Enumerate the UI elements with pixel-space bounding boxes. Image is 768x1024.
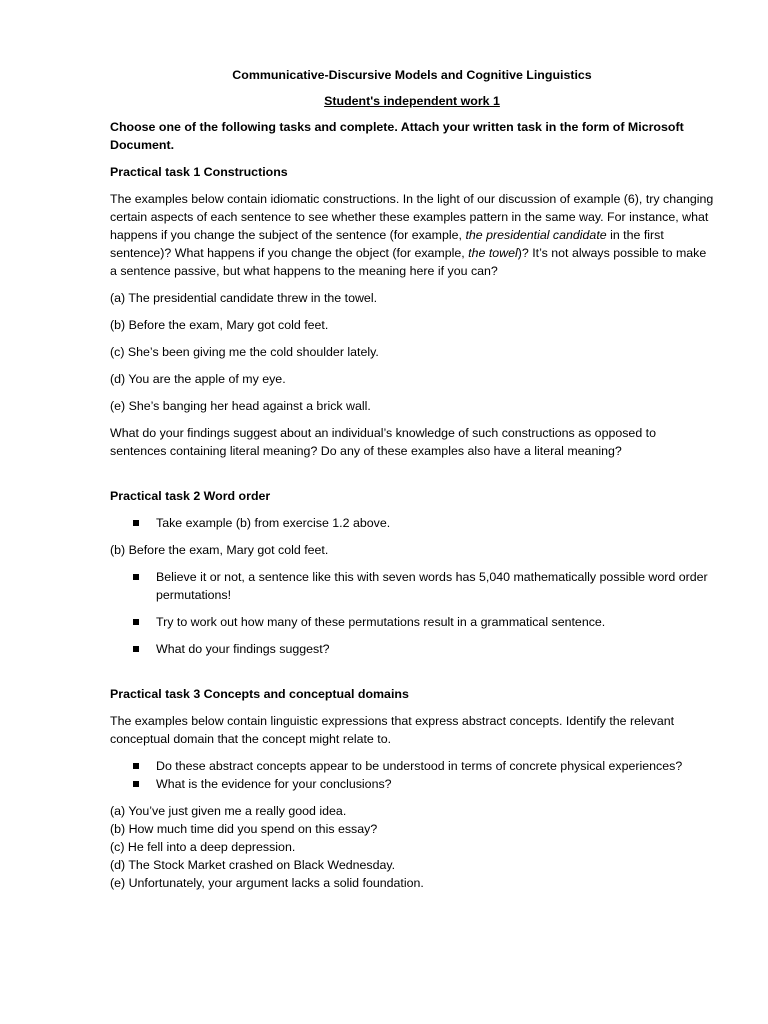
task3-example-e: (e) Unfortunately, your argument lacks a solid foundation. xyxy=(110,876,424,890)
square-bullet-icon xyxy=(133,619,139,625)
task3-bullet-text: Do these abstract concepts appear to be understood in terms of concrete physical experiences? xyxy=(156,759,683,773)
task2-bullet-text: Try to work out how many of these permutations result in a grammatical sentence. xyxy=(156,615,606,629)
square-bullet-icon xyxy=(133,763,139,769)
task2-bullet-list-2 xyxy=(110,568,714,658)
task1-intro-em1: the presidential candidate xyxy=(465,228,607,242)
task3-example-a: (a) You’ve just given me a really good idea. xyxy=(110,804,347,818)
task3-example-c: (c) He fell into a deep depression. xyxy=(110,840,296,854)
task1-example-e: (e) She’s banging her head against a brick wall. xyxy=(110,399,371,413)
spacer xyxy=(110,469,714,487)
document-title: Communicative-Discursive Models and Cognitive Linguistics xyxy=(232,68,592,82)
task1-heading: Practical task 1 Constructions xyxy=(110,165,288,179)
square-bullet-icon xyxy=(133,520,139,526)
task1-intro xyxy=(110,190,714,280)
task2-example: (b) Before the exam, Mary got cold feet. xyxy=(110,543,329,557)
task1-intro-em2: the towel xyxy=(468,246,518,260)
task3-section xyxy=(110,685,714,892)
list-item xyxy=(110,613,714,631)
square-bullet-icon xyxy=(133,646,139,652)
task1-intro-part2: in the first sentence)? What happens if you change the object (for example, xyxy=(110,228,664,260)
task1-example-b: (b) Before the exam, Mary got cold feet. xyxy=(110,318,329,332)
task1-closing: What do your findings suggest about an individual’s knowledge of such constructions as opposed to sentences containing literal meaning? Do any of these examples also have a literal meaning? xyxy=(110,426,656,458)
task1-example-c: (c) She’s been giving me the cold shoulder lately. xyxy=(110,345,379,359)
list-item xyxy=(110,640,714,658)
task2-section xyxy=(110,487,714,658)
square-bullet-icon xyxy=(133,781,139,787)
task3-bullet-list xyxy=(110,757,714,793)
square-bullet-icon xyxy=(133,574,139,580)
list-item xyxy=(110,757,714,775)
list-item xyxy=(110,514,714,532)
task1-example-d: (d) You are the apple of my eye. xyxy=(110,372,286,386)
list-item xyxy=(110,775,714,793)
task3-intro: The examples below contain linguistic expressions that express abstract concepts. Identify the relevant conceptual domain that the concept might relate to. xyxy=(110,714,675,746)
task1-section xyxy=(110,163,714,460)
task1-intro-part1: The examples below contain idiomatic constructions. In the light of our discussion of example (6), try changing certain aspects of each sentence to see whether these examples pattern in the same way. For instance, what happens if you change the subject of the sentence (for example, xyxy=(110,192,714,242)
task1-example-a: (a) The presidential candidate threw in the towel. xyxy=(110,291,378,305)
task2-bullet-text: Take example (b) from exercise 1.2 above. xyxy=(156,516,391,530)
document-subtitle: Student's independent work 1 xyxy=(324,94,500,108)
task1-intro-part3: )? It’s not always possible to make a sentence passive, but what happens to the meaning here if you can? xyxy=(110,246,707,278)
instructions: Choose one of the following tasks and complete. Attach your written task in the form of Microsoft Document. xyxy=(110,120,684,152)
task2-bullet-text: Believe it or not, a sentence like this with seven words has 5,040 mathematically possible word order permutations! xyxy=(156,570,708,602)
task3-heading: Practical task 3 Concepts and conceptual domains xyxy=(110,687,409,701)
task3-example-b: (b) How much time did you spend on this essay? xyxy=(110,822,378,836)
task3-bullet-text: What is the evidence for your conclusions? xyxy=(156,777,392,791)
task3-example-d: (d) The Stock Market crashed on Black Wednesday. xyxy=(110,858,396,872)
spacer xyxy=(110,667,714,685)
task2-bullet-text: What do your findings suggest? xyxy=(156,642,330,656)
list-item xyxy=(110,568,714,604)
task2-bullet-list-1 xyxy=(110,514,714,532)
task2-heading: Practical task 2 Word order xyxy=(110,489,271,503)
document-page xyxy=(110,66,714,892)
task3-examples xyxy=(110,802,714,892)
